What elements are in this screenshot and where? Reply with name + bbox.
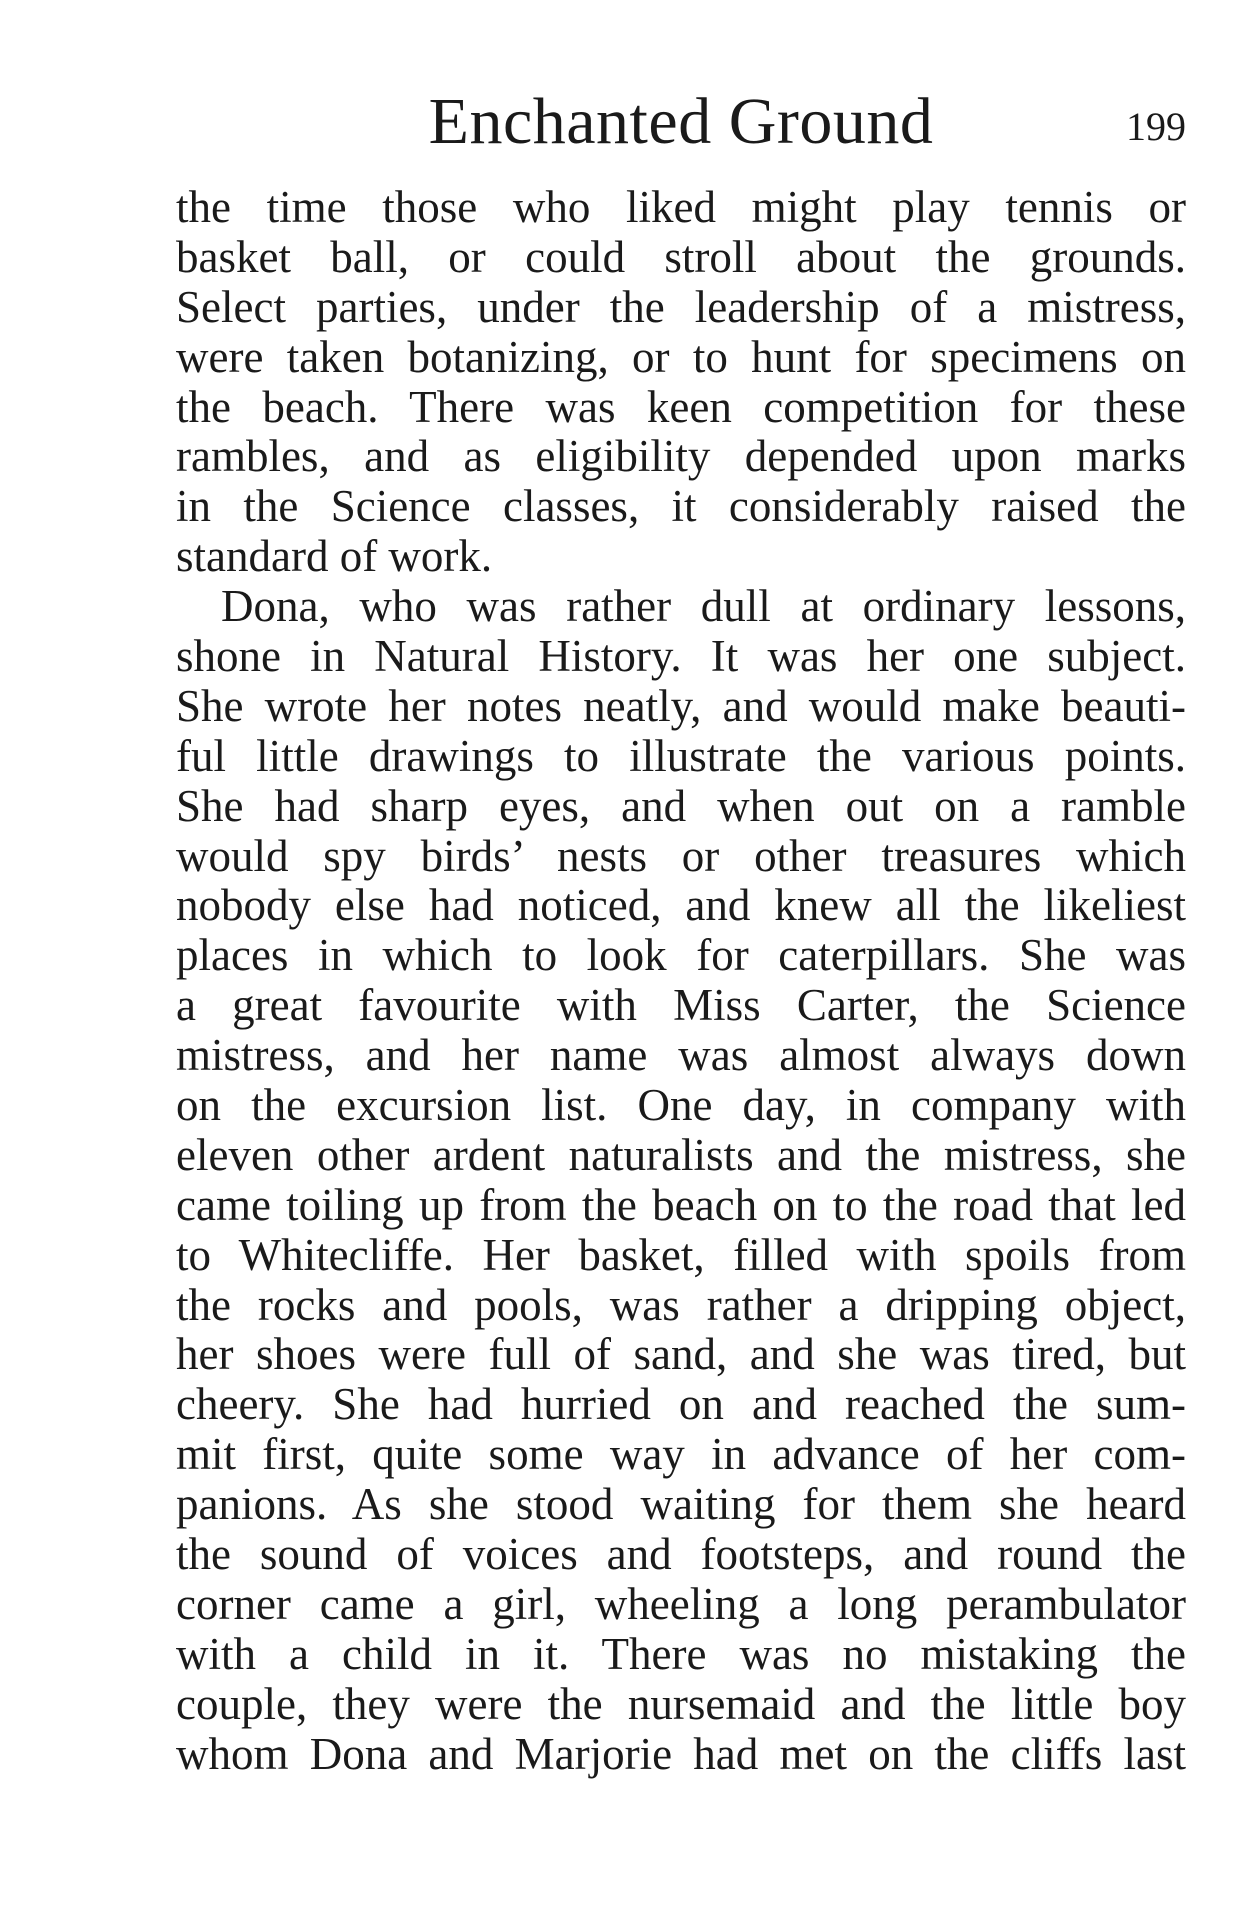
text-line: her shoes were full of sand, and she was tired, but: [176, 1329, 1186, 1380]
page-number: 199: [1126, 104, 1186, 149]
text-line: mit first, quite some way in advance of her com-: [176, 1429, 1186, 1480]
text-line: with a child in it. There was no mistaking the: [176, 1628, 1186, 1679]
text-line: the time those who liked might play tennis or: [176, 182, 1186, 232]
text-line: She wrote her notes neatly, and would make beauti-: [176, 680, 1186, 731]
text-line: panions. As she stood waiting for them she heard: [176, 1479, 1186, 1530]
paragraph-2: [176, 582, 1186, 1779]
text-line: shone in Natural History. It was her one subject.: [176, 631, 1186, 682]
text-line: came toiling up from the beach on to the road that led: [176, 1179, 1186, 1230]
text-line: whom Dona and Marjorie had met on the cliffs last: [176, 1728, 1186, 1779]
text-line: basket ball, or could stroll about the grounds.: [176, 231, 1186, 282]
text-line: She had sharp eyes, and when out on a ramble: [176, 780, 1186, 831]
text-line: Dona, who was rather dull at ordinary lessons,: [221, 581, 1186, 632]
text-line: mistress, and her name was almost always down: [176, 1030, 1186, 1081]
text-line: nobody else had noticed, and knew all the likeliest: [176, 880, 1186, 931]
text-line: would spy birds’ nests or other treasures which: [176, 830, 1186, 881]
text-line: to Whitecliffe. Her basket, filled with spoils from: [176, 1229, 1186, 1280]
body-text: [176, 183, 1186, 1780]
text-line: a great favourite with Miss Carter, the Science: [176, 980, 1186, 1031]
text-line: eleven other ardent naturalists and the mistress, she: [176, 1129, 1186, 1180]
text-line: in the Science classes, it considerably raised the: [176, 481, 1186, 532]
running-title: Enchanted Ground: [428, 85, 934, 158]
text-line: places in which to look for caterpillars. She was: [176, 930, 1186, 981]
text-line: on the excursion list. One day, in company with: [176, 1080, 1186, 1131]
text-line: the sound of voices and footsteps, and round the: [176, 1529, 1186, 1580]
text-line: Select parties, under the leadership of a mistress,: [176, 281, 1186, 332]
text-line: the beach. There was keen competition for these: [176, 381, 1186, 432]
text-line: rambles, and as eligibility depended upon marks: [176, 431, 1186, 482]
running-head: [176, 82, 1186, 162]
paragraph-1: [176, 183, 1186, 582]
text-line: couple, they were the nursemaid and the little boy: [176, 1678, 1186, 1729]
text-line: corner came a girl, wheeling a long perambulator: [176, 1578, 1186, 1629]
text-line: ful little drawings to illustrate the various points.: [176, 730, 1186, 781]
text-line: were taken botanizing, or to hunt for specimens on: [176, 331, 1186, 382]
text-line: the rocks and pools, was rather a dripping object,: [176, 1279, 1186, 1330]
text-line: cheery. She had hurried on and reached the sum-: [176, 1379, 1186, 1430]
text-line: standard of work.: [176, 531, 493, 582]
